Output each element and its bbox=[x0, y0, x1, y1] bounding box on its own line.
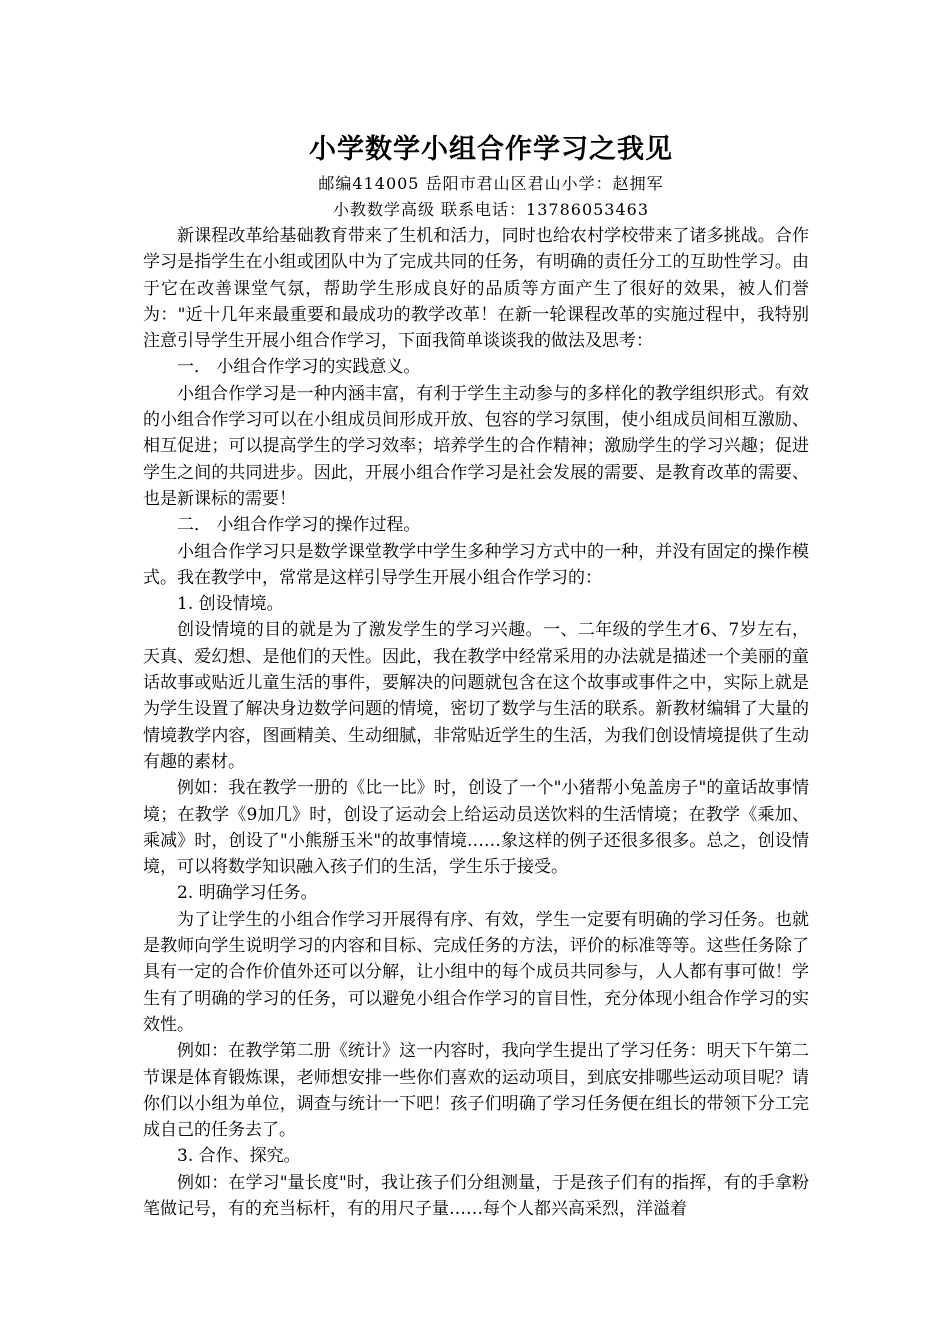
paragraph: 例如：在学习"量长度"时，我让孩子们分组测量，于是孩子们有的指挥，有的手拿粉笔做记号，有的充当标杆，有的用尺子量……每个人都兴高采烈，洋溢着 bbox=[143, 1172, 809, 1219]
paragraph: 例如：在教学第二册《统计》这一内容时，我向学生提出了学习任务：明天下午第二节课是体育锻炼课，老师想安排一些你们喜欢的运动项目，到底安排哪些运动项目呢？请你们以小组为单位，调查与统计一下吧！孩子们明确了学习任务便在组长的带领下分工完成自己的任务去了。 bbox=[143, 1041, 809, 1141]
subsection-heading: 3. 合作、探究。 bbox=[177, 1146, 301, 1167]
paragraph: 小组合作学习是一种内涵丰富，有利于学生主动参与的多样化的教学组织形式。有效的小组合作学习可以在小组成员间形成开放、包容的学习氛围，使小组成员间相互激励、相互促进；可以提高学生的学习效率；培养学生的合作精神；激励学生的学习兴趣；促进学生之间的共同进步。因此，开展小组合作学习是社会发展的需要、是教育改革的需要、也是新课标的需要！ bbox=[143, 383, 809, 509]
document-body bbox=[143, 130, 809, 1222]
contact-info-line: 小教数学高级 联系电话：13786053463 bbox=[332, 200, 650, 219]
section-heading: 二． 小组合作学习的操作过程。 bbox=[177, 515, 421, 536]
paragraph: 为了让学生的小组合作学习开展得有序、有效，学生一定要有明确的学习任务。也就是教师向学生说明学习的内容和目标、完成任务的方法，评价的标准等等。这些任务除了具有一定的合作价值外还可以分解，让小组中的每个成员共同参与，人人都有事可做！学生有了明确的学习的任务，可以避免小组合作学习的盲目性，充分体现小组合作学习的实效性。 bbox=[143, 909, 809, 1035]
author-info-line: 邮编414005 岳阳市君山区君山小学：赵拥军 bbox=[318, 174, 664, 193]
paragraph: 创设情境的目的就是为了激发学生的学习兴趣。一、二年级的学生才6、7岁左右，天真、爱幻想、是他们的天性。因此，我在教学中经常采用的办法就是描述一个美丽的童话故事或贴近儿童生活的事件，要解决的问题就包含在这个故事或事件之中，实际上就是为学生设置了解决身边数学问题的情境，密切了数学与生活的联系。新教材编辑了大量的情境教学内容，图画精美、生动细腻，非常贴近学生的生活，为我们创设情境提供了生动有趣的素材。 bbox=[143, 620, 809, 772]
paragraph: 例如：我在教学一册的《比一比》时，创设了一个"小猪帮小兔盖房子"的童话故事情境；在教学《9加几》时，创设了运动会上给运动员送饮料的生活情境；在教学《乘加、乘减》时，创设了"小熊掰玉米"的故事情境……象这样的例子还很多很多。总之，创设情境，可以将数学知识融入孩子们的生活，学生乐于接受。 bbox=[143, 778, 809, 878]
paragraph: 新课程改革给基础教育带来了生机和活力，同时也给农村学校带来了诸多挑战。合作学习是指学生在小组或团队中为了完成共同的任务，有明确的责任分工的互助性学习。由于它在改善课堂气氛，帮助学生形成良好的品质等方面产生了很好的效果，被人们誉为："近十几年来最重要和最成功的教学改革！在新一轮课程改革的实施过程中，我特别注意引导学生开展小组合作学习，下面我简单谈谈我的做法及思考： bbox=[143, 226, 809, 352]
page-title: 小学数学小组合作学习之我见 bbox=[309, 134, 673, 165]
subsection-heading: 2. 明确学习任务。 bbox=[177, 883, 318, 904]
paragraph: 小组合作学习只是数学课堂教学中学生多种学习方式中的一种，并没有固定的操作模式。我在教学中，常常是这样引导学生开展小组合作学习的： bbox=[143, 541, 809, 588]
section-heading: 一． 小组合作学习的实践意义。 bbox=[177, 357, 421, 378]
subsection-heading: 1. 创设情境。 bbox=[177, 594, 284, 615]
